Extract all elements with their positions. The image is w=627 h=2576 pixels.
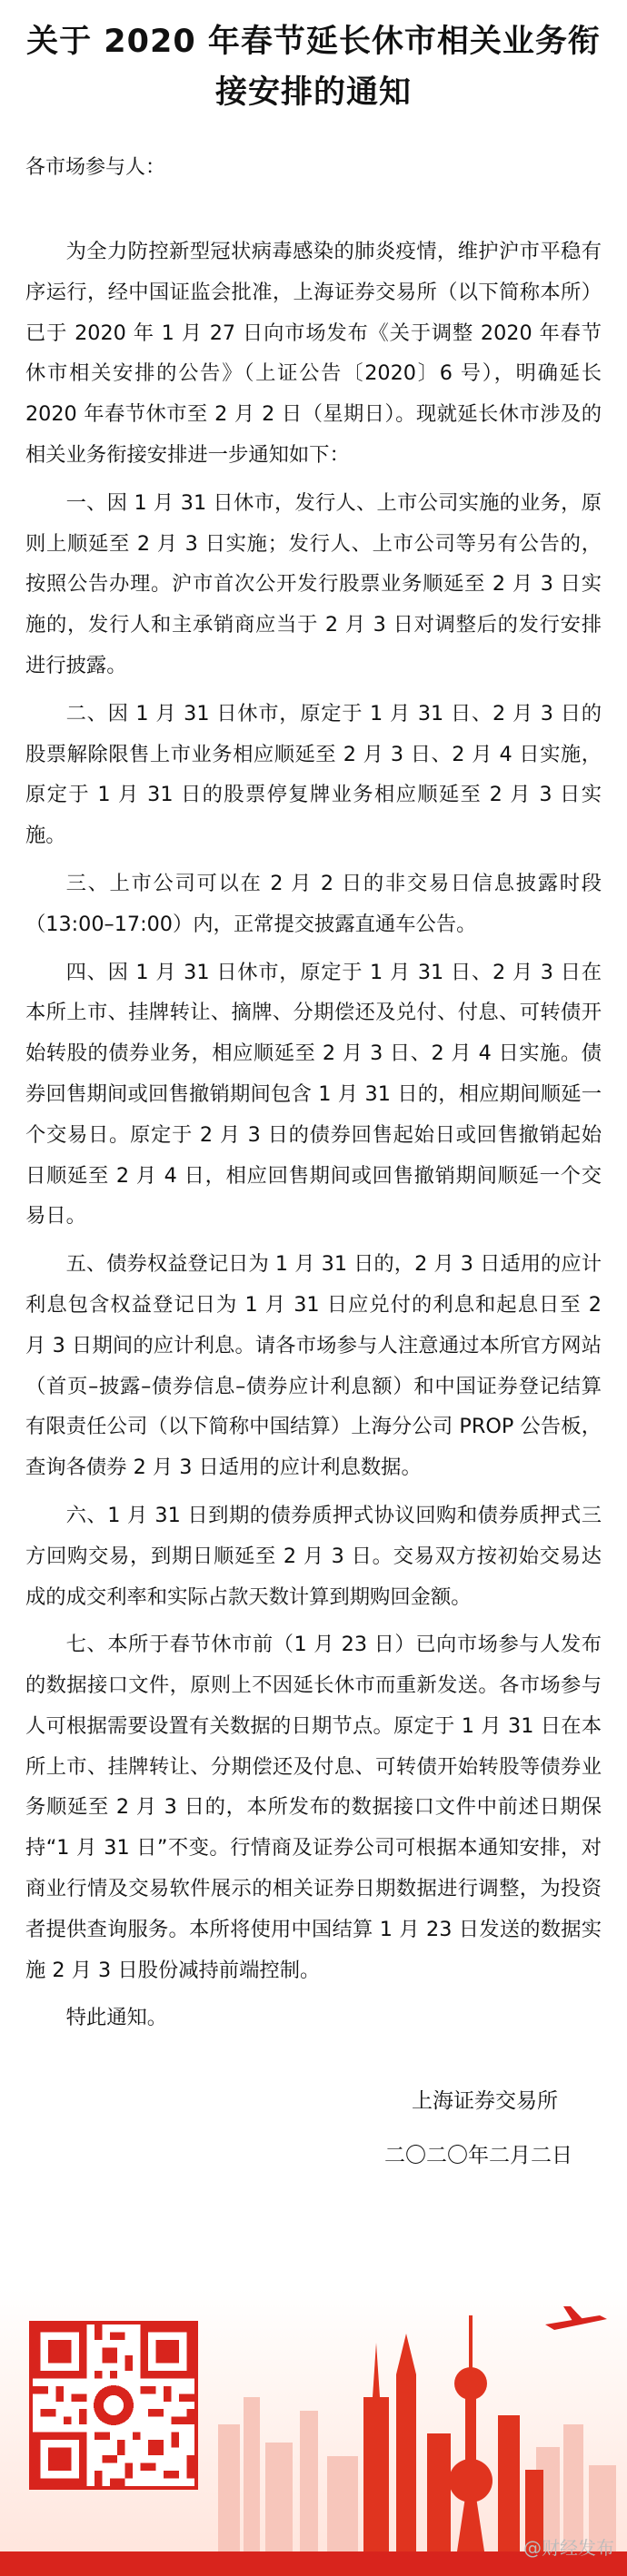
qr-code-icon <box>33 2324 194 2486</box>
notice-body <box>25 232 602 2046</box>
paragraph-intro: 为全力防控新型冠状病毒感染的肺炎疫情，维护沪市平稳有序运行，经中国证监会批准，上海证券交易所（以下简称本所）已于 2020 年 1 月 27 日向市场发布《关于调整 2020 年春节休市相关安排的公告》（上证公告〔2020〕6 号），明确延长 2020 年春节休市至 2 月 2 日（星期日）。现就延长休市涉及的相关业务衔接安排进一步通知如下： <box>25 240 602 467</box>
paragraph-4: 四、因 1 月 31 日休市，原定于 1 月 31 日、2 月 3 日在本所上市、挂牌转让、摘牌、分期偿还及兑付、付息、可转债开始转股的债券业务，相应顺延至 2 月 3 日、2 月 4 日实施。债券回售期间或回售撤销期间包含 1 月 31 日的，相应期间顺延一个交易日。原定于 2 月 3 日的债券回售起始日或回售撤销起始日顺延至 2 月 4 日，相应回售期间或回售撤销期间顺延一个交易日。 <box>25 960 602 1229</box>
addressee: 各市场参与人： <box>25 156 166 179</box>
signature-block <box>384 2074 572 2183</box>
signature-org: 上海证券交易所 <box>412 2089 558 2113</box>
paragraph-2: 二、因 1 月 31 日休市，原定于 1 月 31 日、2 月 3 日的股票解除限售上市业务相应顺延至 2 月 3 日、2 月 4 日实施，原定于 1 月 31 日的股票停复牌业务相应顺延至 2 月 3 日实施。 <box>25 701 602 848</box>
paragraph-3: 三、上市公司可以在 2 月 2 日的非交易日信息披露时段（13:00–17:00）内，正常提交披露直通车公告。 <box>25 871 602 936</box>
paragraph-6: 六、1 月 31 日到期的债券质押式协议回购和债券质押式三方回购交易，到期日顺延至 2 月 3 日。交易双方按初始交易达成的成交利率和实际占款天数计算到期购回金额。 <box>25 1503 602 1609</box>
signature-date: 二〇二〇年二月二日 <box>384 2144 572 2167</box>
paragraph-5: 五、债券权益登记日为 1 月 31 日的，2 月 3 日适用的应计利息包含权益登记日为 1 月 31 日应兑付的利息和起息日至 2 月 3 日期间的应计利息。请各市场参与人注意通过本所官方网站（首页–披露–债券信息–债券应计利息额）和中国证券登记结算有限责任公司（以下简称中国结算）上海分公司 PROP 公告板，查询各债券 2 月 3 日适用的应计利息数据。 <box>25 1252 602 1480</box>
paragraph-1: 一、因 1 月 31 日休市，发行人、上市公司实施的业务，原则上顺延至 2 月 3 日实施；发行人、上市公司等另有公告的，按照公告办理。沪市首次公开发行股票业务顺延至 2 月 3 日实施的，发行人和主承销商应当于 2 月 3 日对调整后的发行安排进行披露。 <box>25 490 602 677</box>
qr-code <box>29 2321 198 2490</box>
paragraph-closing: 特此通知。 <box>65 2006 168 2030</box>
paragraph-7: 七、本所于春节休市前（1 月 23 日）已向市场参与人发布的数据接口文件，原则上不因延长休市而重新发送。各市场参与人可根据需要设置有关数据的日期节点。原定于 1 月 31 日在本所上市、挂牌转让、分期偿还及付息、可转债开始转股等债券业务顺延至 2 月 3 日的，本所发布的数据接口文件中前述日期保持“1 月 31 日”不变。行情商及证券公司可根据本通知安排，对商业行情及交易软件展示的相关证券日期数据进行调整，为投资者提供查询服务。本所将使用中国结算 1 月 23 日发送的数据实施 2 月 3 日股份减持前端控制。 <box>25 1633 602 1982</box>
watermark-caption: @财经发布 <box>523 2537 614 2559</box>
notice-title: 关于 2020 年春节延长休市相关业务衔接安排的通知 <box>26 24 601 111</box>
